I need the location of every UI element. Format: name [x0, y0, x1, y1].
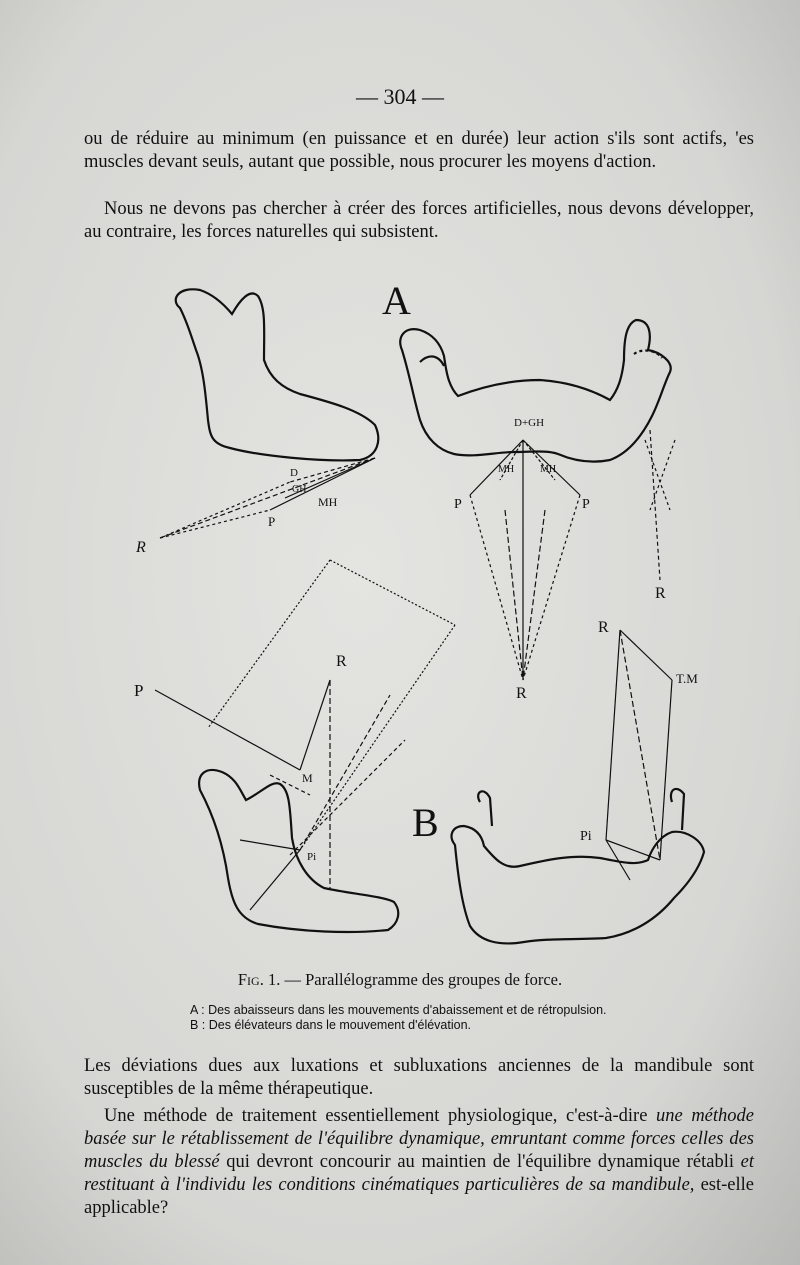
para4-t4: qui devront concourir au maintien de l'équilibre dynamique rétabli: [219, 1152, 741, 1172]
paragraph-3: Les déviations dues aux luxations et subluxations anciennes de la mandibule sont susceptibles de la même thérapeutique.: [84, 1056, 754, 1099]
jaw-front-b: [452, 826, 704, 943]
label-mh-right: MH: [540, 464, 557, 475]
paragraph-2: Nous ne devons pas chercher à créer des forces artificielles, nous devons développer, au contraire, les forces naturelles qui subsistent.: [84, 199, 754, 242]
paragraph-4: [84, 1105, 754, 1220]
label-r-up: R: [336, 653, 347, 670]
jaw-side-a: [176, 289, 379, 460]
condyle-right-a: [634, 351, 662, 358]
label-d: D: [290, 467, 298, 479]
legend-a: A : Des abaisseurs dans les mouvements d'abaissement et de rétropulsion.: [190, 1003, 607, 1017]
caption-text: — Parallélogramme des groupes de force.: [280, 970, 563, 989]
para4-t1: Une méthode de traitement essentiellement physiologique, c'est-à-dire: [104, 1106, 657, 1126]
para4-t2: une méthode basée sur le rétablissement de l'équilibre dynamique, emruntant comme forces: [84, 1106, 754, 1149]
label-dgh: D+GH: [514, 417, 545, 429]
jaw-front-a: [400, 320, 670, 462]
label-gh: GH: [292, 484, 307, 495]
label-mh: MH: [318, 495, 338, 509]
label-r-top: R: [598, 619, 609, 636]
legend-b: B : Des élévateurs dans le mouvement d'élévation.: [190, 1018, 472, 1032]
label-m: M: [302, 771, 313, 785]
caption-lead: Fig. 1.: [237, 970, 281, 989]
page-number: — 304 —: [356, 84, 444, 109]
label-a: A: [382, 278, 411, 323]
label-r-bottom: R: [516, 685, 527, 702]
label-pi-left: Pi: [307, 851, 317, 863]
paragraph-1: ou de réduire au minimum (en puissance et en durée) leur action s'ils sont actifs, 'es muscles devant seuls, autant que possible, nous procurer les moyens d'action.: [84, 129, 754, 172]
para4-t6: est-elle applicable?: [84, 1175, 754, 1218]
condyle-right-b: [671, 789, 684, 830]
label-r-right: R: [655, 585, 666, 602]
label-p-left: P: [454, 497, 462, 512]
label-p-topleft: P: [134, 681, 144, 700]
label-tm: T.M: [676, 671, 698, 686]
condyle-left-a: [420, 356, 444, 366]
para4-t3: celles des muscles du blessé: [84, 1129, 755, 1172]
label-r: R: [136, 539, 146, 556]
label-mh-left: MH: [498, 464, 515, 475]
figure-diagram: [0, 270, 800, 970]
label-p: P: [268, 514, 276, 529]
figure-caption: [0, 970, 800, 990]
para4-t5: et restituant à l'individu les conditions cinématiques particulières de sa mandibule,: [84, 1152, 754, 1195]
label-pi-right: Pi: [580, 829, 592, 844]
label-p-right: P: [582, 497, 590, 512]
condyle-left-b: [478, 791, 492, 826]
label-b: B: [412, 800, 439, 845]
